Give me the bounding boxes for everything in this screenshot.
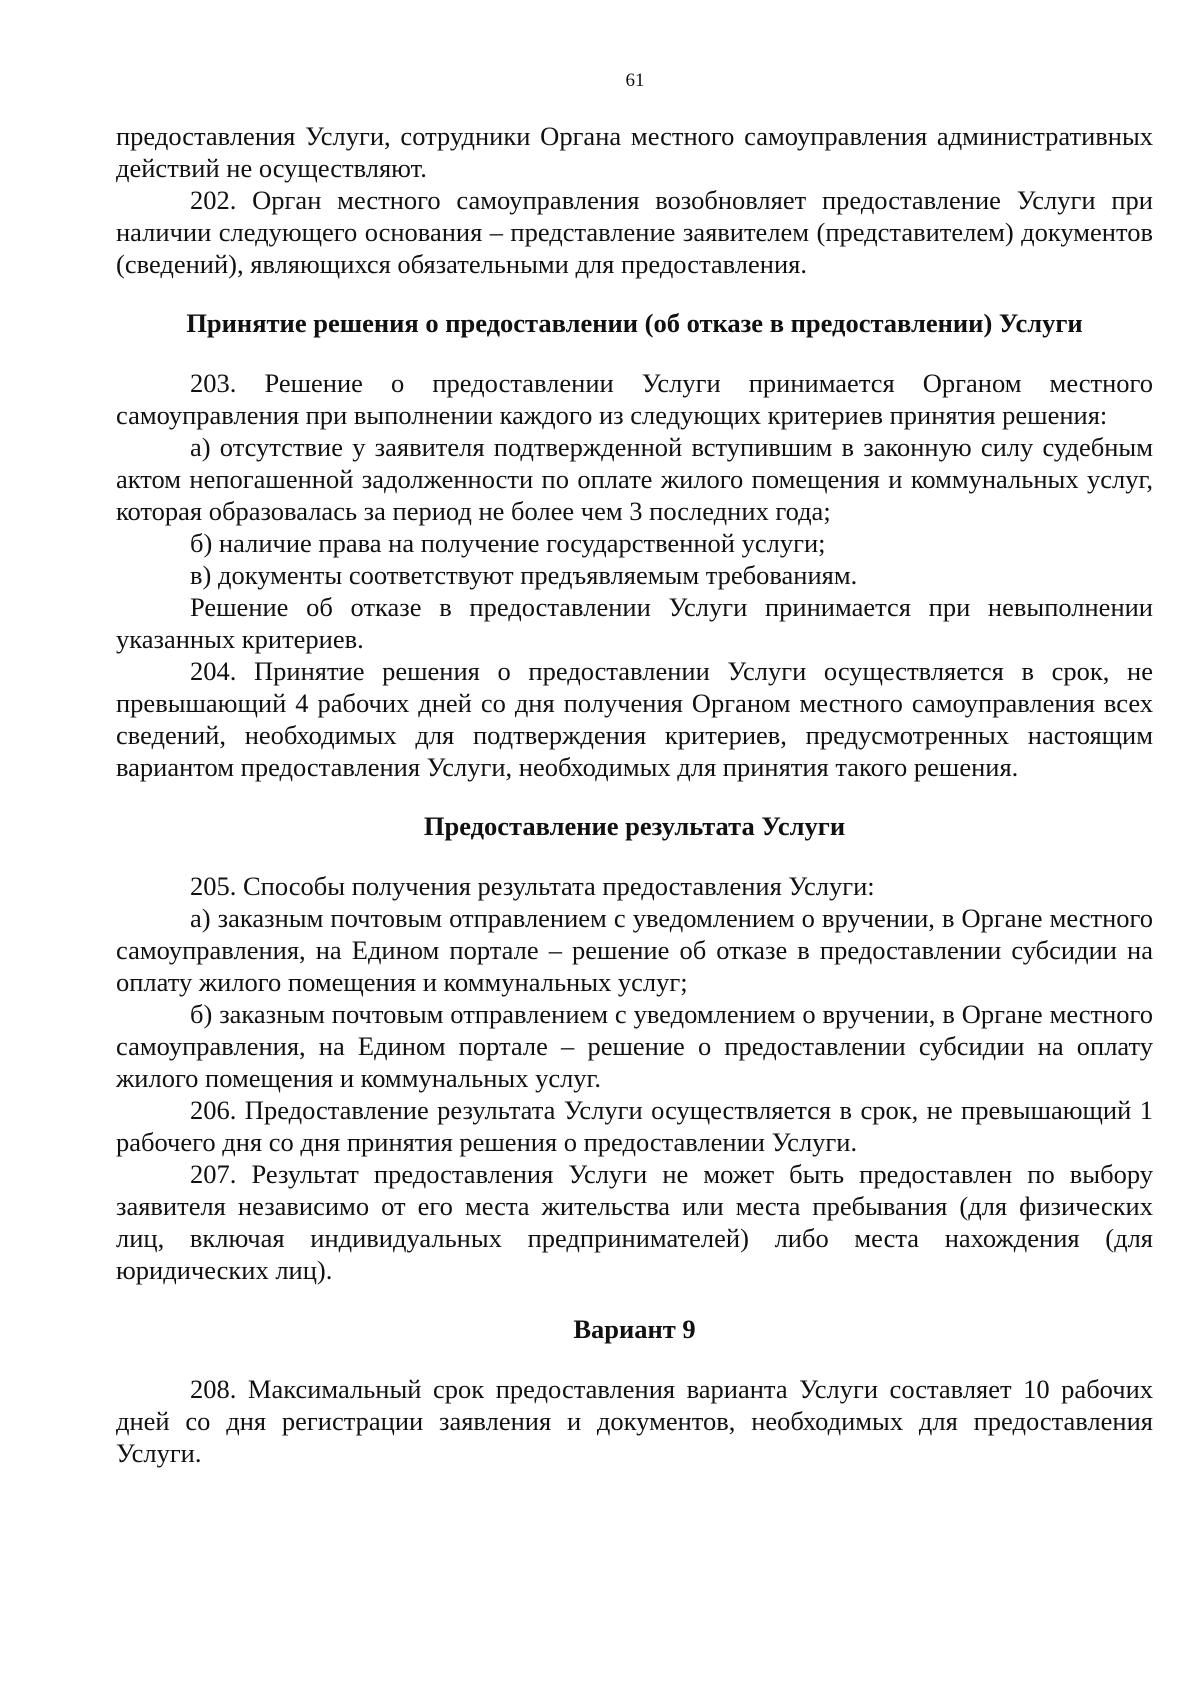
paragraph-202: 202. Орган местного самоуправления возобновляет предоставление Услуги при наличии следующего основания – представление заявителем (представителем) документов (сведений), являющихся обязательными для предоставления. [116,185,1153,279]
paragraph-203-a: а) отсутствие у заявителя подтвержденной вступившим в законную силу судебным актом непогашенной задолженности по оплате жилого помещения и коммунальных услуг, которая образовалась за период не более чем 3 последних года; [116,432,1153,526]
paragraph-continuation: предоставления Услуги, сотрудники Органа местного самоуправления административных действий не осуществляют. [116,121,1153,183]
paragraph-203: 203. Решение о предоставлении Услуги принимается Органом местного самоуправления при выполнении каждого из следующих критериев принятия решения: [116,368,1153,430]
paragraph-205: 205. Способы получения результата предоставления Услуги: [190,871,875,901]
section-heading-result: Предоставление результата Услуги [423,811,846,841]
page-number: 61 [625,70,645,91]
paragraph-208: 208. Максимальный срок предоставления варианта Услуги составляет 10 рабочих дней со дня регистрации заявления и документов, необходимых для предоставления Услуги. [116,1374,1153,1468]
paragraph-205-b: б) заказным почтовым отправлением с уведомлением о вручении, в Органе местного самоуправления, на Едином портале – решение о предоставлении субсидии на оплату жилого помещения и коммунальных услуг. [116,999,1153,1093]
paragraph-203-b: б) наличие права на получение государственной услуги; [190,528,826,558]
paragraph-refusal: Решение об отказе в предоставлении Услуги принимается при невыполнении указанных критериев. [116,592,1153,654]
section-heading-variant-9: Вариант 9 [573,1314,696,1344]
paragraph-203-v: в) документы соответствуют предъявляемым требованиям. [190,560,858,590]
paragraph-204: 204. Принятие решения о предоставлении Услуги осуществляется в срок, не превышающий 4 рабочих дней со дня получения Органом местного самоуправления всех сведений, необходимых для подтверждения критериев, предусмотренных настоящим вариантом предоставления Услуги, необходимых для принятия такого решения. [116,656,1153,782]
document-body [116,120,1153,1469]
section-heading-decision: Принятие решения о предоставлении (об отказе в предоставлении) Услуги [186,308,1083,338]
paragraph-205-a: а) заказным почтовым отправлением с уведомлением о вручении, в Органе местного самоуправления, на Едином портале – решение об отказе в предоставлении субсидии на оплату жилого помещения и коммунальных услуг; [116,903,1153,997]
paragraph-207: 207. Результат предоставления Услуги не может быть предоставлен по выбору заявителя независимо от его места жительства или места пребывания (для физических лиц, включая индивидуальных предпринимателей) либо места нахождения (для юридических лиц). [116,1159,1153,1285]
paragraph-206: 206. Предоставление результата Услуги осуществляется в срок, не превышающий 1 рабочего дня со дня принятия решения о предоставлении Услуги. [116,1095,1153,1157]
